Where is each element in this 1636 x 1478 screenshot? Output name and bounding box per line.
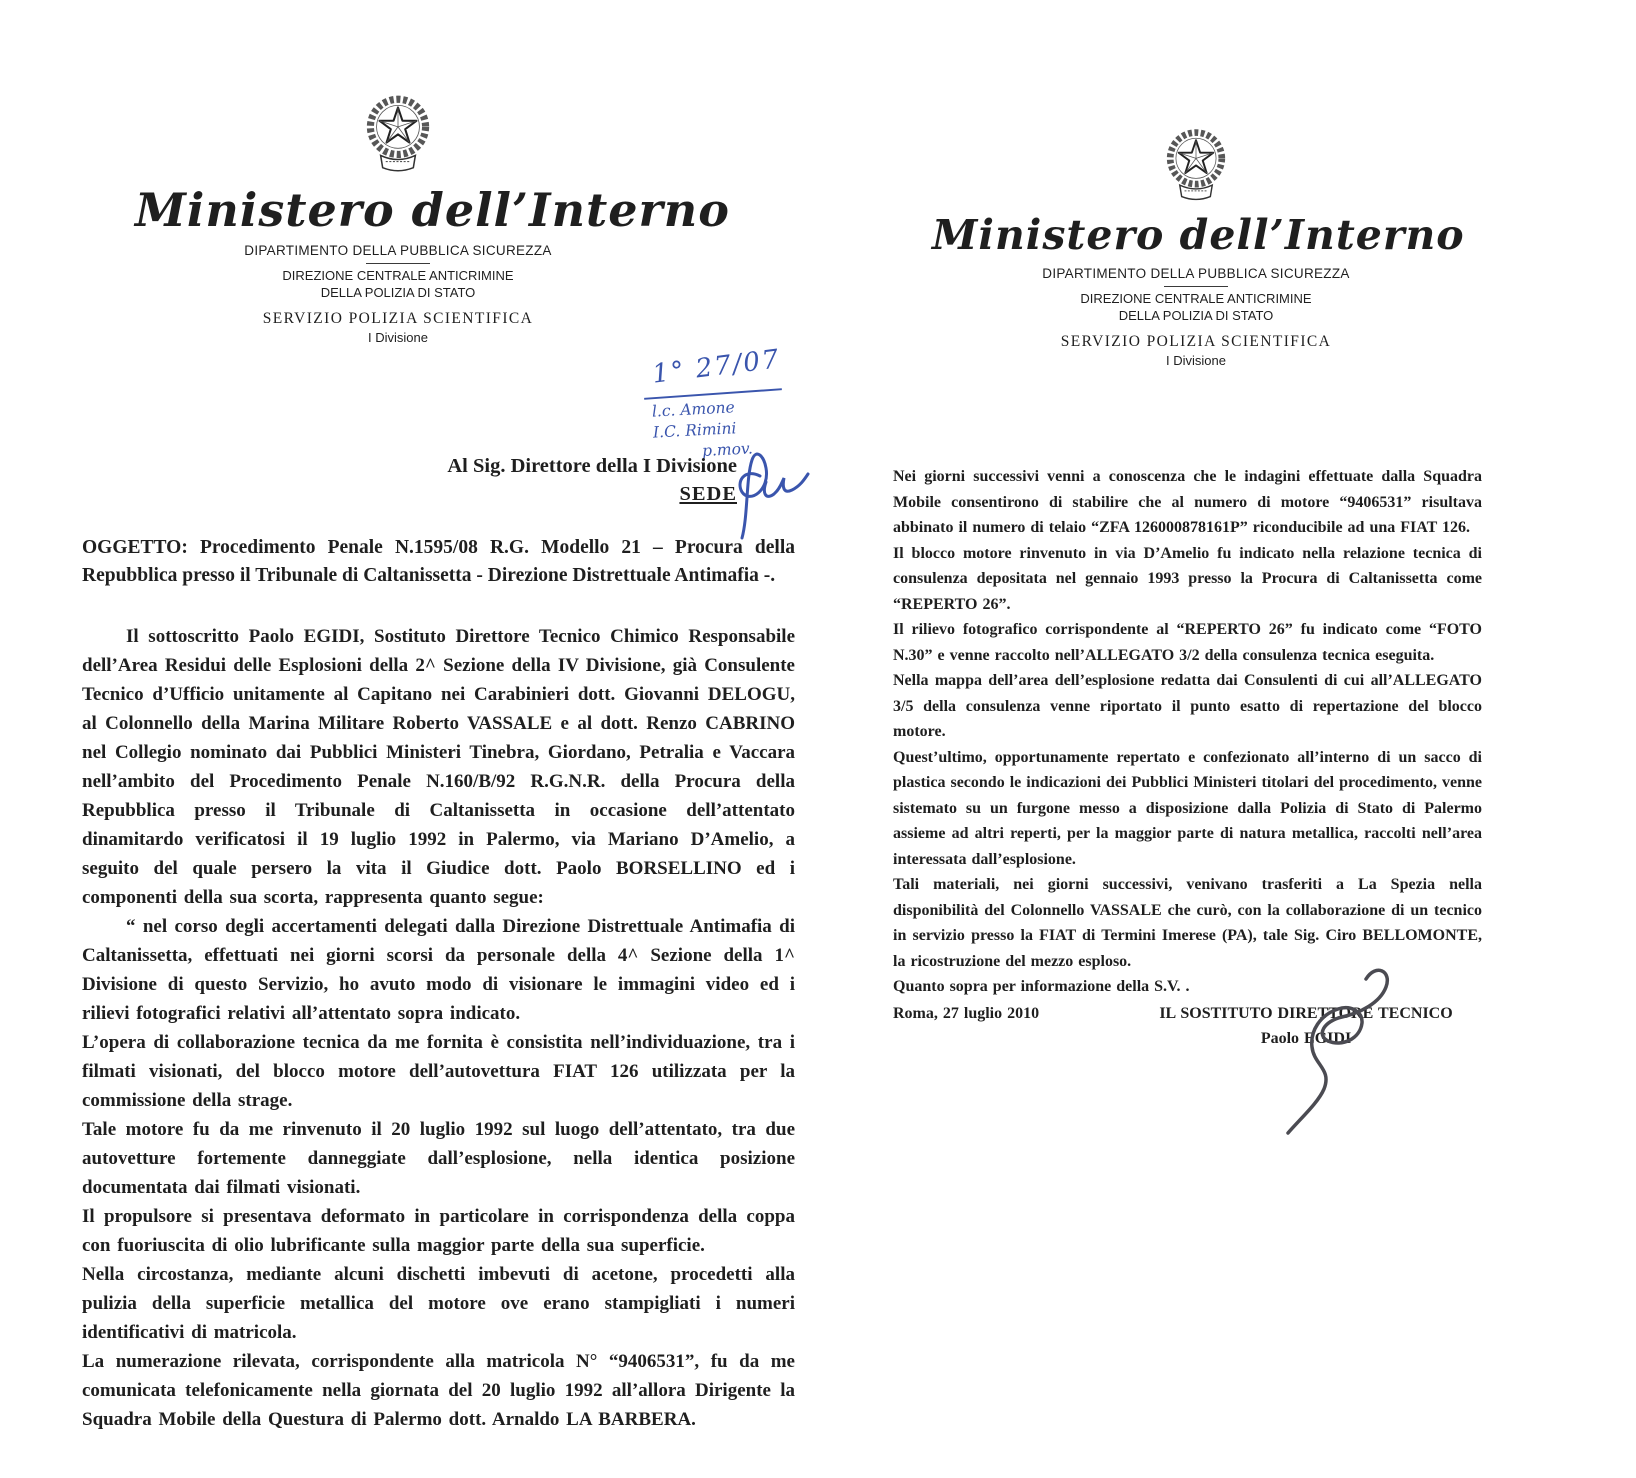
service-line: SERVIZIO POLIZIA SCIENTIFICA (262, 310, 534, 328)
signature-block (1130, 1001, 1482, 1052)
paragraph: Il blocco motore rinvenuto in via D’Amelio fu indicato nella relazione tecnica di consulenza depositata nel gennaio 1993 presso la Procura di Caltanissetta come “REPERTO 26”. (893, 544, 1482, 613)
division-line: I Divisione (1166, 352, 1226, 368)
paragraphs-page2 (893, 464, 1482, 1000)
paragraph: Tale motore fu da me rinvenuto il 20 luglio 1992 sul luogo dell’attentato, tra due autovetture fortemente danneggiate dall’esplosione, nella identica posizione documentata dai filmati visionati. (82, 1119, 795, 1198)
paragraph: Quanto sopra per informazione della S.V. . (893, 978, 1190, 995)
paragraph: La numerazione rilevata, corrispondente alla matricola N° “9406531”, fu da me comunicata telefonicamente nella giornata del 20 luglio 1992 all’allora Dirigente la Squadra Mobile della Questura di Palermo dott. Arnaldo LA BARBERA. (82, 1351, 795, 1430)
paragraph: l.c. Amone (651, 398, 736, 421)
signature-title: IL SOSTITUTO DIRETTORE TECNICO (1159, 1004, 1453, 1022)
paragraph: “ nel corso degli accertamenti delegati dalla Direzione Distrettuale Antimafia di Caltanissetta, effettuati nei giorni scorsi da personale della 4^ Sezione della 1^ Divisione di questo Servizio, ho avuto modo di visionare le immagini video ed i rilievi fotografici relativi all’attentato sopra indicato. (82, 916, 795, 1024)
body-page1 (82, 622, 795, 1434)
recipient-sede: SEDE (679, 483, 737, 505)
paragraph: Quest’ultimo, opportunamente repertato e confezionato all’interno di un sacco di plastica secondo le indicazioni dei Pubblici Ministeri titolari del procedimento, venne sistemato su un furgone messo a disposizione dalla Polizia di Stato di Palermo assieme ad altri reperti, per la maggior parte di natura metallica, raccolti nell’area interessata dall’esplosione. (893, 748, 1482, 868)
paragraph: Tali materiali, nei giorni successivi, venivano trasferiti a La Spezia nella disponibilità del Colonnello VASSALE che curò, con la collaborazione di un tecnico in servizio presso la FIAT di Termini Imerese (PA), tale Sig. Ciro BELLOMONTE, la ricostruzione del mezzo esploso. (893, 876, 1482, 970)
direction-line1: DIREZIONE CENTRALE ANTICRIMINE (282, 268, 514, 284)
department-line: DIPARTIMENTO DELLA PUBBLICA SICUREZZA (1042, 266, 1350, 282)
state-emblem-icon (1153, 122, 1239, 210)
subject-line: OGGETTO: Procedimento Penale N.1595/08 R.G. Modello 21 – Procura della Repubblica presso il Tribunale di Caltanissetta - Direzione Distrettuale Antimafia -. (82, 537, 795, 586)
ministry-title: Ministero dell’Interno (932, 211, 1465, 259)
paragraph: Il rilievo fotografico corrispondente al “REPERTO 26” fu indicato come “FOTO N.30” e venne raccolto nell’ALLEGATO 3/2 della consulenza tecnica eseguita. (893, 621, 1482, 664)
handwritten-initials-icon (726, 438, 816, 548)
paragraph: p.mov. (701, 439, 754, 461)
ministry-title: Ministero dell’Interno (135, 183, 730, 237)
recipient-line: Al Sig. Direttore della I Divisione (447, 455, 737, 477)
recipient-block (82, 452, 737, 508)
signature-name: Paolo EGIDI (1260, 1030, 1352, 1047)
paragraph: Nei giorni successivi venni a conoscenza che le indagini effettuate dalla Squadra Mobile consentirono di stabilire che al numero di motore “9406531” risultava abbinato il numero di telaio “ZFA 126000878161P” riconducibile ad una FIAT 126. (893, 468, 1482, 536)
date-signature-row (893, 1001, 1482, 1052)
paragraph: Il sottoscritto Paolo EGIDI, Sostituto Direttore Tecnico Chimico Responsabile dell’Area Residui delle Esplosioni della 2^ Sezione della IV Divisione, già Consulente Tecnico d’Ufficio unitamente al Capitano nei Carabinieri dott. Giovanni DELOGU, al Colonnello della Marina Militare Roberto VASSALE e al dott. Renzo CABRINO nel Collegio nominato dai Pubblici Ministeri Tinebra, Giordano, Petralia e Vaccara nell’ambito del Procedimento Penale N.160/B/92 R.G.N.R. della Procura della Repubblica presso il Tribunale di Caltanissetta in occasione dell’attentato dinamitardo verificatosi il 19 luglio 1992 in Palermo, via Mariano D’Amelio, a seguito del quale persero la vita il Giudice dott. Paolo BORSELLINO ed i componenti della sua scorta, rappresenta quanto segue: (82, 626, 795, 908)
paragraph: Nella mappa dell’area dell’esplosione redatta dai Consulenti di cui all’ALLEGATO 3/5 della consulenza venne riportato il punto esatto di repertazione del blocco motore. (893, 672, 1482, 740)
direction-line2: DELLA POLIZIA DI STATO (320, 285, 476, 301)
paragraph: I.C. Rimini (652, 419, 737, 442)
state-emblem-icon (352, 88, 444, 182)
paragraph: Nella circostanza, mediante alcuni dischetti imbevuti di acetone, procedetti alla pulizia della superficie metallica del motore ove erano stampigliati i numeri identificativi di matricola. (82, 1264, 795, 1343)
department-line: DIPARTIMENTO DELLA PUBBLICA SICUREZZA (244, 243, 552, 259)
header-divider (366, 263, 430, 264)
header-divider (1164, 286, 1228, 287)
date-place: Roma, 27 luglio 2010 (893, 1004, 1040, 1022)
body-page2 (893, 464, 1482, 1052)
letterhead-page1 (135, 88, 730, 346)
service-line: SERVIZIO POLIZIA SCIENTIFICA (1060, 332, 1332, 350)
direction-line1: DIREZIONE CENTRALE ANTICRIMINE (1080, 291, 1312, 307)
division-line: I Divisione (368, 330, 428, 346)
paragraph: L’opera di collaborazione tecnica da me fornita è consistita nell’individuazione, tra i filmati visionati, del blocco motore dell’autovettura FIAT 126 utilizzata per la commissione della strage. (82, 1032, 795, 1111)
paragraph: Il propulsore si presentava deformato in particolare in corrispondenza della coppa con fuoriuscita di olio lubrificante sulla maggior parte della sua superficie. (82, 1206, 795, 1256)
letterhead-page2 (932, 122, 1465, 368)
handwritten-date-note: 1° 27/07 (650, 344, 783, 390)
direction-line2: DELLA POLIZIA DI STATO (1118, 307, 1274, 323)
